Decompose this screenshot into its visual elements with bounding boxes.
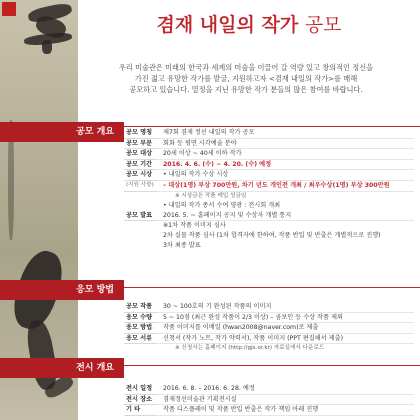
intro-paragraph: 우리 미술관은 미래의 한국과 세계의 미술을 이끌어 갈 역량 있고 창의적인 정신을 가진 젊고 유망한 작가를 발굴, 지원하고자 <겸재 내일의 작가>를 매해 공모하고 있습니다. 열정을 지닌 유망한 작가 분들의 많은 참여를 바랍니다. — [118, 63, 374, 94]
table-row: 전시 장소 겸재정선미술관 기획전시실 — [124, 395, 414, 406]
section-divider — [78, 365, 420, 366]
table-row: 응모 수량 5 ~ 10점 (최근 완성 작품이 2/3 이상) – 곰보인 등 수상 작품 제외 — [124, 313, 414, 324]
table-row: 전시 일정 2016. 6. 8. – 2016. 6. 28. 예정 — [124, 384, 414, 395]
application-form-note: ※ 신청서는 홈페이지 (http://gjs.or.kr) 자료실에서 다운로드 — [175, 345, 325, 352]
calligraphy-artwork-panel — [0, 0, 78, 420]
prize-line-2: • 내일의 작가 종서 수여 영광 : 전시회 개최 — [163, 202, 281, 210]
table-row: 공모 부문 회화 등 평면 시각예술 분야 — [124, 139, 414, 150]
table-row: 공모 명칭 제7회 겸재 정선 내일의 작가 공모 — [124, 128, 414, 139]
table-row: 공모 작품 30 ~ 100호의 기 완성된 작품의 이미지 — [124, 302, 414, 313]
table-row: (지원 사항) – 대상(1명) 부상 700만원, 차기 년도 개인전 개최 / 최우수상(1명) 부상 300만원 — [124, 181, 414, 192]
section-title-overview: 공모 개요 — [0, 122, 124, 142]
red-seal-stamp — [2, 2, 16, 16]
section-title-exhibit: 전시 개요 — [0, 358, 124, 378]
table-row: 공모 대상 20세 이상 ~ 40세 이하 작가 — [124, 149, 414, 160]
table-row: 공모 시상 • 내일의 작가 수상 시상 — [124, 170, 414, 181]
table-row: 기 타 작품 디스플레이 및 작품 반입 반출은 작가 책임 아래 진행 — [124, 405, 414, 416]
section-divider — [78, 126, 420, 127]
page-title — [78, 0, 420, 40]
calligraphy-stroke-top — [22, 4, 78, 54]
review-step: 3차 최종 발표 — [163, 241, 201, 249]
section-title-method: 응모 방법 — [0, 280, 124, 300]
prize-note: ※ 시상금은 작품 매입 성금임 — [175, 192, 247, 199]
section-divider — [78, 287, 420, 288]
method-table — [124, 302, 414, 354]
title-bold: 겸재 내일의 작가 — [156, 14, 299, 36]
table-row: 공모 발표 2016. 5. ~ 홈페이지 공지 및 수상자 개별 통지 — [124, 211, 414, 222]
table-row: 응모 서류 신청서 (작가 노트, 작가 약력서), 작품 이미지 (PPT 편집해서 제출) — [124, 334, 414, 345]
review-step: ※1차 작품 이미지 심사 — [163, 222, 226, 230]
document-main — [78, 0, 420, 420]
exhibit-table — [124, 384, 414, 416]
title-light: 공모 — [304, 14, 342, 36]
review-step: 2차 실물 작품 심사 (1차 합격자에 한하여, 작품 반입 및 반출은 개별적으로 진행) — [163, 231, 381, 239]
table-row: 응모 방법 작품 이미지를 이메일 (hwan2008@naver.com)로 제출 — [124, 323, 414, 334]
table-row: 공모 기간 2016. 4. 6. (수) ~ 4. 20. (수) 예정 — [124, 160, 414, 171]
overview-table — [124, 128, 414, 250]
